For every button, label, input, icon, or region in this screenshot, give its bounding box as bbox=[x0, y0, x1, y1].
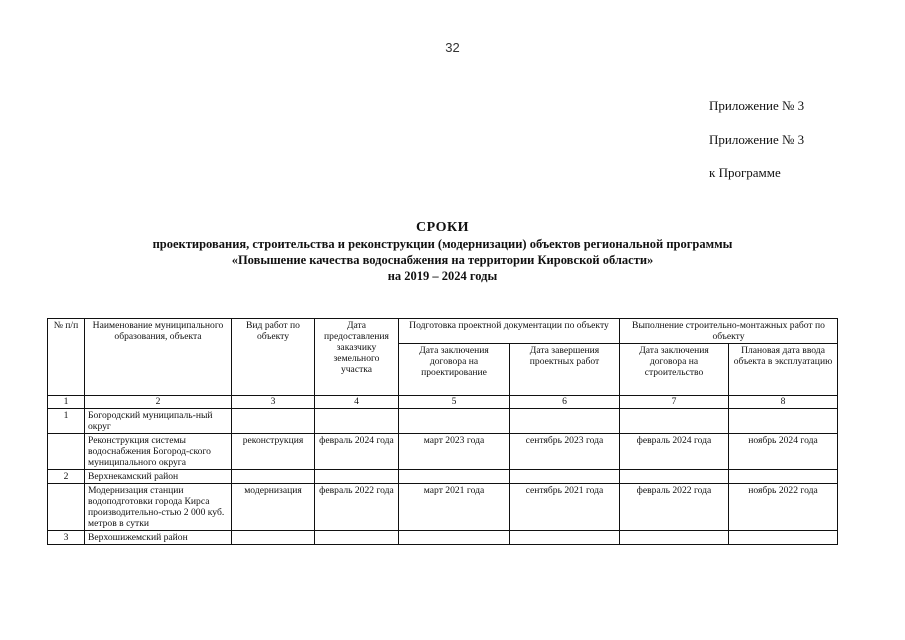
header-work-type: Вид работ по объекту bbox=[232, 319, 315, 396]
title-line-3: на 2019 – 2024 годы bbox=[387, 269, 498, 283]
title-line-2: «Повышение качества водоснабжения на территории Кировской области» bbox=[231, 253, 654, 267]
row-design-contract bbox=[399, 531, 510, 545]
row-commissioning: ноябрь 2022 года bbox=[729, 484, 838, 531]
table-row bbox=[48, 484, 838, 531]
row-construction-contract: февраль 2024 года bbox=[620, 434, 729, 470]
row-land-date bbox=[315, 470, 399, 484]
row-construction-contract: февраль 2022 года bbox=[620, 484, 729, 531]
row-construction-contract bbox=[620, 409, 729, 434]
row-commissioning: ноябрь 2024 года bbox=[729, 434, 838, 470]
row-design-end: сентябрь 2021 года bbox=[510, 484, 620, 531]
appendix-label-repeat: Приложение № 3 bbox=[709, 132, 805, 147]
row-construction-contract bbox=[620, 470, 729, 484]
row-name: Богородский муниципаль-ный округ bbox=[85, 409, 232, 434]
row-num: 2 bbox=[48, 470, 85, 484]
header-design-end: Дата завершения проектных работ bbox=[510, 344, 620, 396]
row-commissioning bbox=[729, 531, 838, 545]
row-commissioning bbox=[729, 470, 838, 484]
row-work-type bbox=[232, 470, 315, 484]
header-construction-contract: Дата заключения договора на строительство bbox=[620, 344, 729, 396]
row-commissioning bbox=[729, 409, 838, 434]
appendix-label: Приложение № 3 bbox=[709, 98, 805, 113]
row-num bbox=[48, 484, 85, 531]
row-work-type: реконструкция bbox=[232, 434, 315, 470]
row-design-end bbox=[510, 409, 620, 434]
table-row bbox=[48, 470, 838, 484]
column-number: 6 bbox=[510, 396, 620, 409]
row-name: Модернизация станции водоподготовки города Кирса производительно-стью 2 000 куб. метров в сутки bbox=[85, 484, 232, 531]
row-num: 1 bbox=[48, 409, 85, 434]
document-title bbox=[0, 220, 885, 284]
header-name: Наименование муниципального образования, объекта bbox=[85, 319, 232, 396]
appendix-program-ref: к Программе bbox=[709, 165, 781, 180]
row-work-type bbox=[232, 531, 315, 545]
row-land-date bbox=[315, 409, 399, 434]
column-number-row bbox=[48, 396, 838, 409]
table-row bbox=[48, 531, 838, 545]
row-num: 3 bbox=[48, 531, 85, 545]
row-design-contract: март 2023 года bbox=[399, 434, 510, 470]
row-design-end bbox=[510, 531, 620, 545]
table-row bbox=[48, 434, 838, 470]
header-design-contract: Дата заключения договора на проектирование bbox=[399, 344, 510, 396]
row-design-contract bbox=[399, 470, 510, 484]
row-name: Реконструкция системы водоснабжения Богород-ского муниципального округа bbox=[85, 434, 232, 470]
column-number: 7 bbox=[620, 396, 729, 409]
header-design-group: Подготовка проектной документации по объекту bbox=[399, 319, 620, 344]
row-construction-contract bbox=[620, 531, 729, 545]
row-work-type: модернизация bbox=[232, 484, 315, 531]
column-number: 8 bbox=[729, 396, 838, 409]
row-design-end: сентябрь 2023 года bbox=[510, 434, 620, 470]
title-line-1: проектирования, строительства и реконструкции (модернизации) объектов региональной программы bbox=[152, 237, 733, 251]
row-design-contract bbox=[399, 409, 510, 434]
row-work-type bbox=[232, 409, 315, 434]
column-number: 4 bbox=[315, 396, 399, 409]
row-design-contract: март 2021 года bbox=[399, 484, 510, 531]
column-number: 3 bbox=[232, 396, 315, 409]
schedule-table bbox=[47, 318, 838, 545]
header-land-date: Дата предоставления заказчику земельного участка bbox=[315, 319, 399, 396]
header-num: № п/п bbox=[48, 319, 85, 396]
table-row bbox=[48, 409, 838, 434]
column-number: 5 bbox=[399, 396, 510, 409]
row-land-date: февраль 2024 года bbox=[315, 434, 399, 470]
header-construction-group: Выполнение строительно-монтажных работ по объекту bbox=[620, 319, 838, 344]
row-design-end bbox=[510, 470, 620, 484]
page-number: 32 bbox=[445, 40, 460, 55]
column-number: 1 bbox=[48, 396, 85, 409]
row-name: Верхошижемский район bbox=[85, 531, 232, 545]
header-commissioning: Плановая дата ввода объекта в эксплуатацию bbox=[729, 344, 838, 396]
row-name: Верхнекамский район bbox=[85, 470, 232, 484]
title-main: СРОКИ bbox=[415, 220, 469, 235]
row-land-date bbox=[315, 531, 399, 545]
column-number: 2 bbox=[85, 396, 232, 409]
row-land-date: февраль 2022 года bbox=[315, 484, 399, 531]
row-num bbox=[48, 434, 85, 470]
